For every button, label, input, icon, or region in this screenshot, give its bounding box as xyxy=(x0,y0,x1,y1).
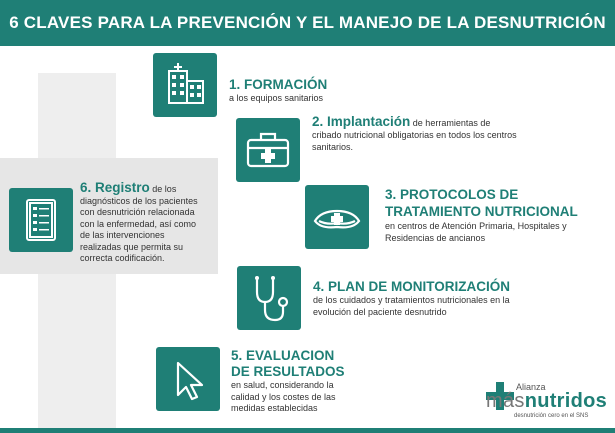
page-title-text: 6 CLAVES PARA LA PREVENCIÓN Y EL MANEJO DE LA DESNUTRICIÓN xyxy=(9,13,606,32)
nurse-cap-icon xyxy=(305,185,369,249)
item-1-desc: a los equipos sanitarios xyxy=(229,93,324,103)
item-2-text xyxy=(312,116,522,153)
logo-mas: más xyxy=(486,390,525,412)
stethoscope-icon xyxy=(237,266,301,330)
item-3-title-line2: TRATAMIENTO NUTRICIONAL xyxy=(385,204,578,219)
logo-subtitle: desnutrición cero en el SNS xyxy=(514,413,589,419)
item-3-desc: en centros de Atención Primaria, Hospitales y Residencias de ancianos xyxy=(385,221,567,243)
page-title xyxy=(0,0,615,46)
logo-nutridos: nutridos xyxy=(524,390,608,412)
item-3-title-line1: 3. PROTOCOLOS DE xyxy=(385,187,519,202)
item-6-title: 6. Registro xyxy=(80,180,150,195)
cursor-arrow-icon xyxy=(156,347,220,411)
hospital-building-icon xyxy=(153,53,217,117)
item-4-title: 4. PLAN DE MONITORIZACIÓN xyxy=(313,279,511,294)
bottom-bar xyxy=(0,428,615,433)
medical-kit-icon xyxy=(236,118,300,182)
item-6-text xyxy=(80,182,208,265)
logo-brand xyxy=(486,390,607,413)
item-1-title: 1. FORMACIÓN xyxy=(229,77,328,92)
logo-top-text: Alianza xyxy=(516,382,546,392)
item-5-title-line2: DE RESULTADOS xyxy=(231,364,345,379)
item-2-desc: de herramientas de cribado nutricional obligatorias en todos los centros sanitarios. xyxy=(312,118,517,152)
alianza-mas-nutridos-logo xyxy=(486,380,610,424)
item-5-desc: en salud, considerando la calidad y los costes de las medidas establecidas xyxy=(231,380,336,413)
document-icon xyxy=(9,188,73,252)
item-2-title: 2. Implantación xyxy=(312,114,411,129)
item-6-desc: de los diagnósticos de los pacientes con desnutrición relacionada con la enfermedad, así como de las intervenciones realizadas que permita su correcta codificación. xyxy=(80,184,198,263)
item-5-title-line1: 5. EVALUACION xyxy=(231,348,335,363)
item-4-desc: de los cuidados y tratamientos nutricionales en la evolución del paciente desnutrido xyxy=(313,295,510,317)
